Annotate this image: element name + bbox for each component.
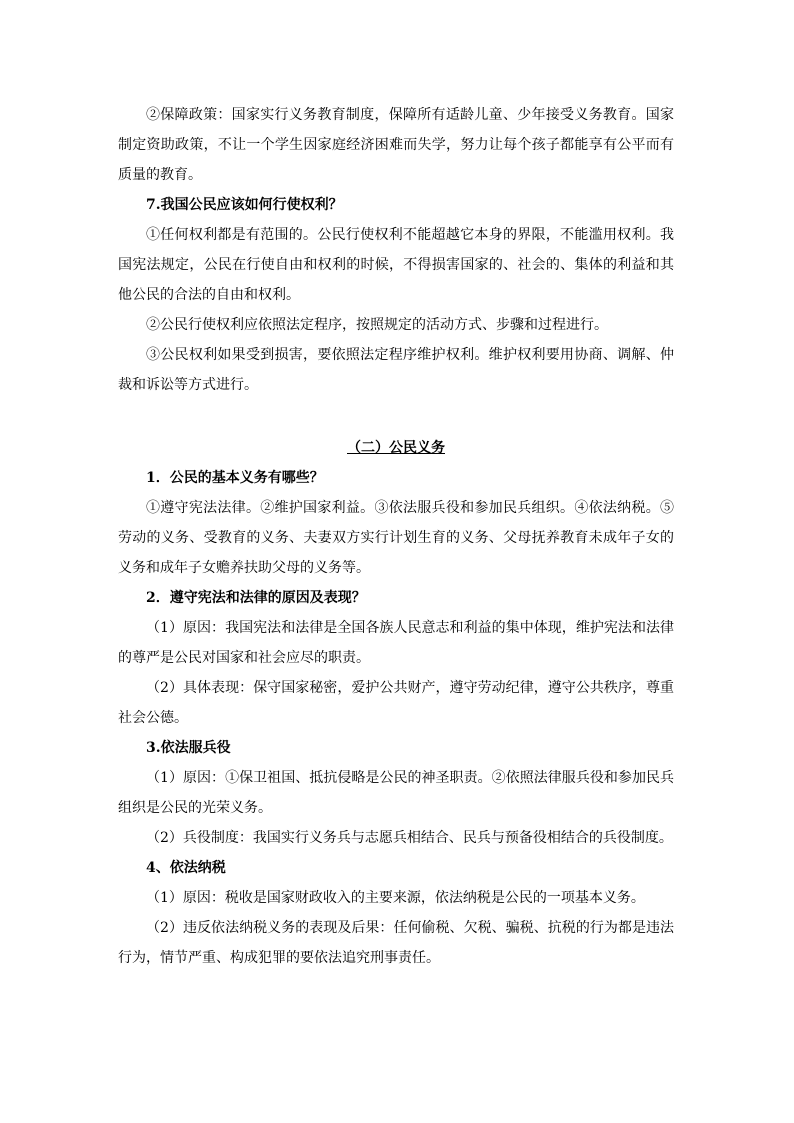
paragraph-tax-violation: （2）违反依法纳税义务的表现及后果：任何偷税、欠税、骗税、抗税的行为都是违法行为，情节严重、构成犯罪的要依法追究刑事责任。 — [118, 920, 674, 966]
paragraph-obey-law-reason: （1）原因：我国宪法和法律是全国各族人民意志和利益的集中体现，维护宪法和法律的尊严是公民对国家和社会应尽的职责。 — [118, 620, 674, 666]
paragraph-tax-reason: （1）原因：税收是国家财政收入的主要来源，依法纳税是公民的一项基本义务。 — [146, 890, 645, 906]
paragraph-protect-rights: ③公民权利如果受到损害，要依照法定程序维护权利。维护权利要用协商、调解、仲裁和诉讼等方式进行。 — [118, 347, 674, 393]
paragraph-legal-procedure: ②公民行使权利应依照法定程序，按照规定的活动方式、步骤和过程进行。 — [146, 317, 608, 333]
paragraph-military-system: （2）兵役制度：我国实行义务兵与志愿兵相结合、民兵与预备役相结合的兵役制度。 — [146, 830, 673, 846]
paragraph-obey-law-behavior: （2）具体表现：保守国家秘密，爱护公共财产，遵守劳动纪律，遵守公共秩序，尊重社会公德。 — [118, 680, 674, 726]
section-title-citizen-duties: （二）公民义务 — [347, 440, 445, 456]
heading-q4-pay-taxes: 4、依法纳税 — [146, 860, 226, 876]
paragraph-rights-scope: ①任何权利都是有范围的。公民行使权利不能超越它本身的界限，不能滥用权利。我国宪法规定，公民在行使自由和权利的时候，不得损害国家的、社会的、集体的利益和其他公民的合法的自由和权利。 — [118, 227, 674, 303]
heading-q7-exercise-rights: 7.我国公民应该如何行使权利？ — [146, 197, 343, 213]
paragraph-military-reason: （1）原因：①保卫祖国、抵抗侵略是公民的神圣职责。②依照法律服兵役和参加民兵组织是公民的光荣义务。 — [118, 770, 674, 816]
heading-q3-military-service: 3.依法服兵役 — [146, 740, 231, 756]
heading-q2-obey-law: 2．遵守宪法和法律的原因及表现？ — [146, 590, 366, 606]
paragraph-guarantee-policy: ②保障政策：国家实行义务教育制度，保障所有适龄儿童、少年接受义务教育。国家制定资助政策，不让一个学生因家庭经济困难而失学，努力让每个孩子都能享有公平而有质量的教育。 — [118, 107, 674, 183]
paragraph-basic-duties-list: ①遵守宪法法律。②维护国家利益。③依法服兵役和参加民兵组织。④依法纳税。⑤劳动的义务、受教育的义务、夫妻双方实行计划生育的义务、父母抚养教育未成年子女的义务和成年子女赡养扶助父母的义务等。 — [118, 500, 674, 576]
section-spacer — [118, 400, 674, 433]
document-body — [118, 100, 674, 973]
heading-q1-basic-duties: 1．公民的基本义务有哪些？ — [146, 470, 324, 486]
